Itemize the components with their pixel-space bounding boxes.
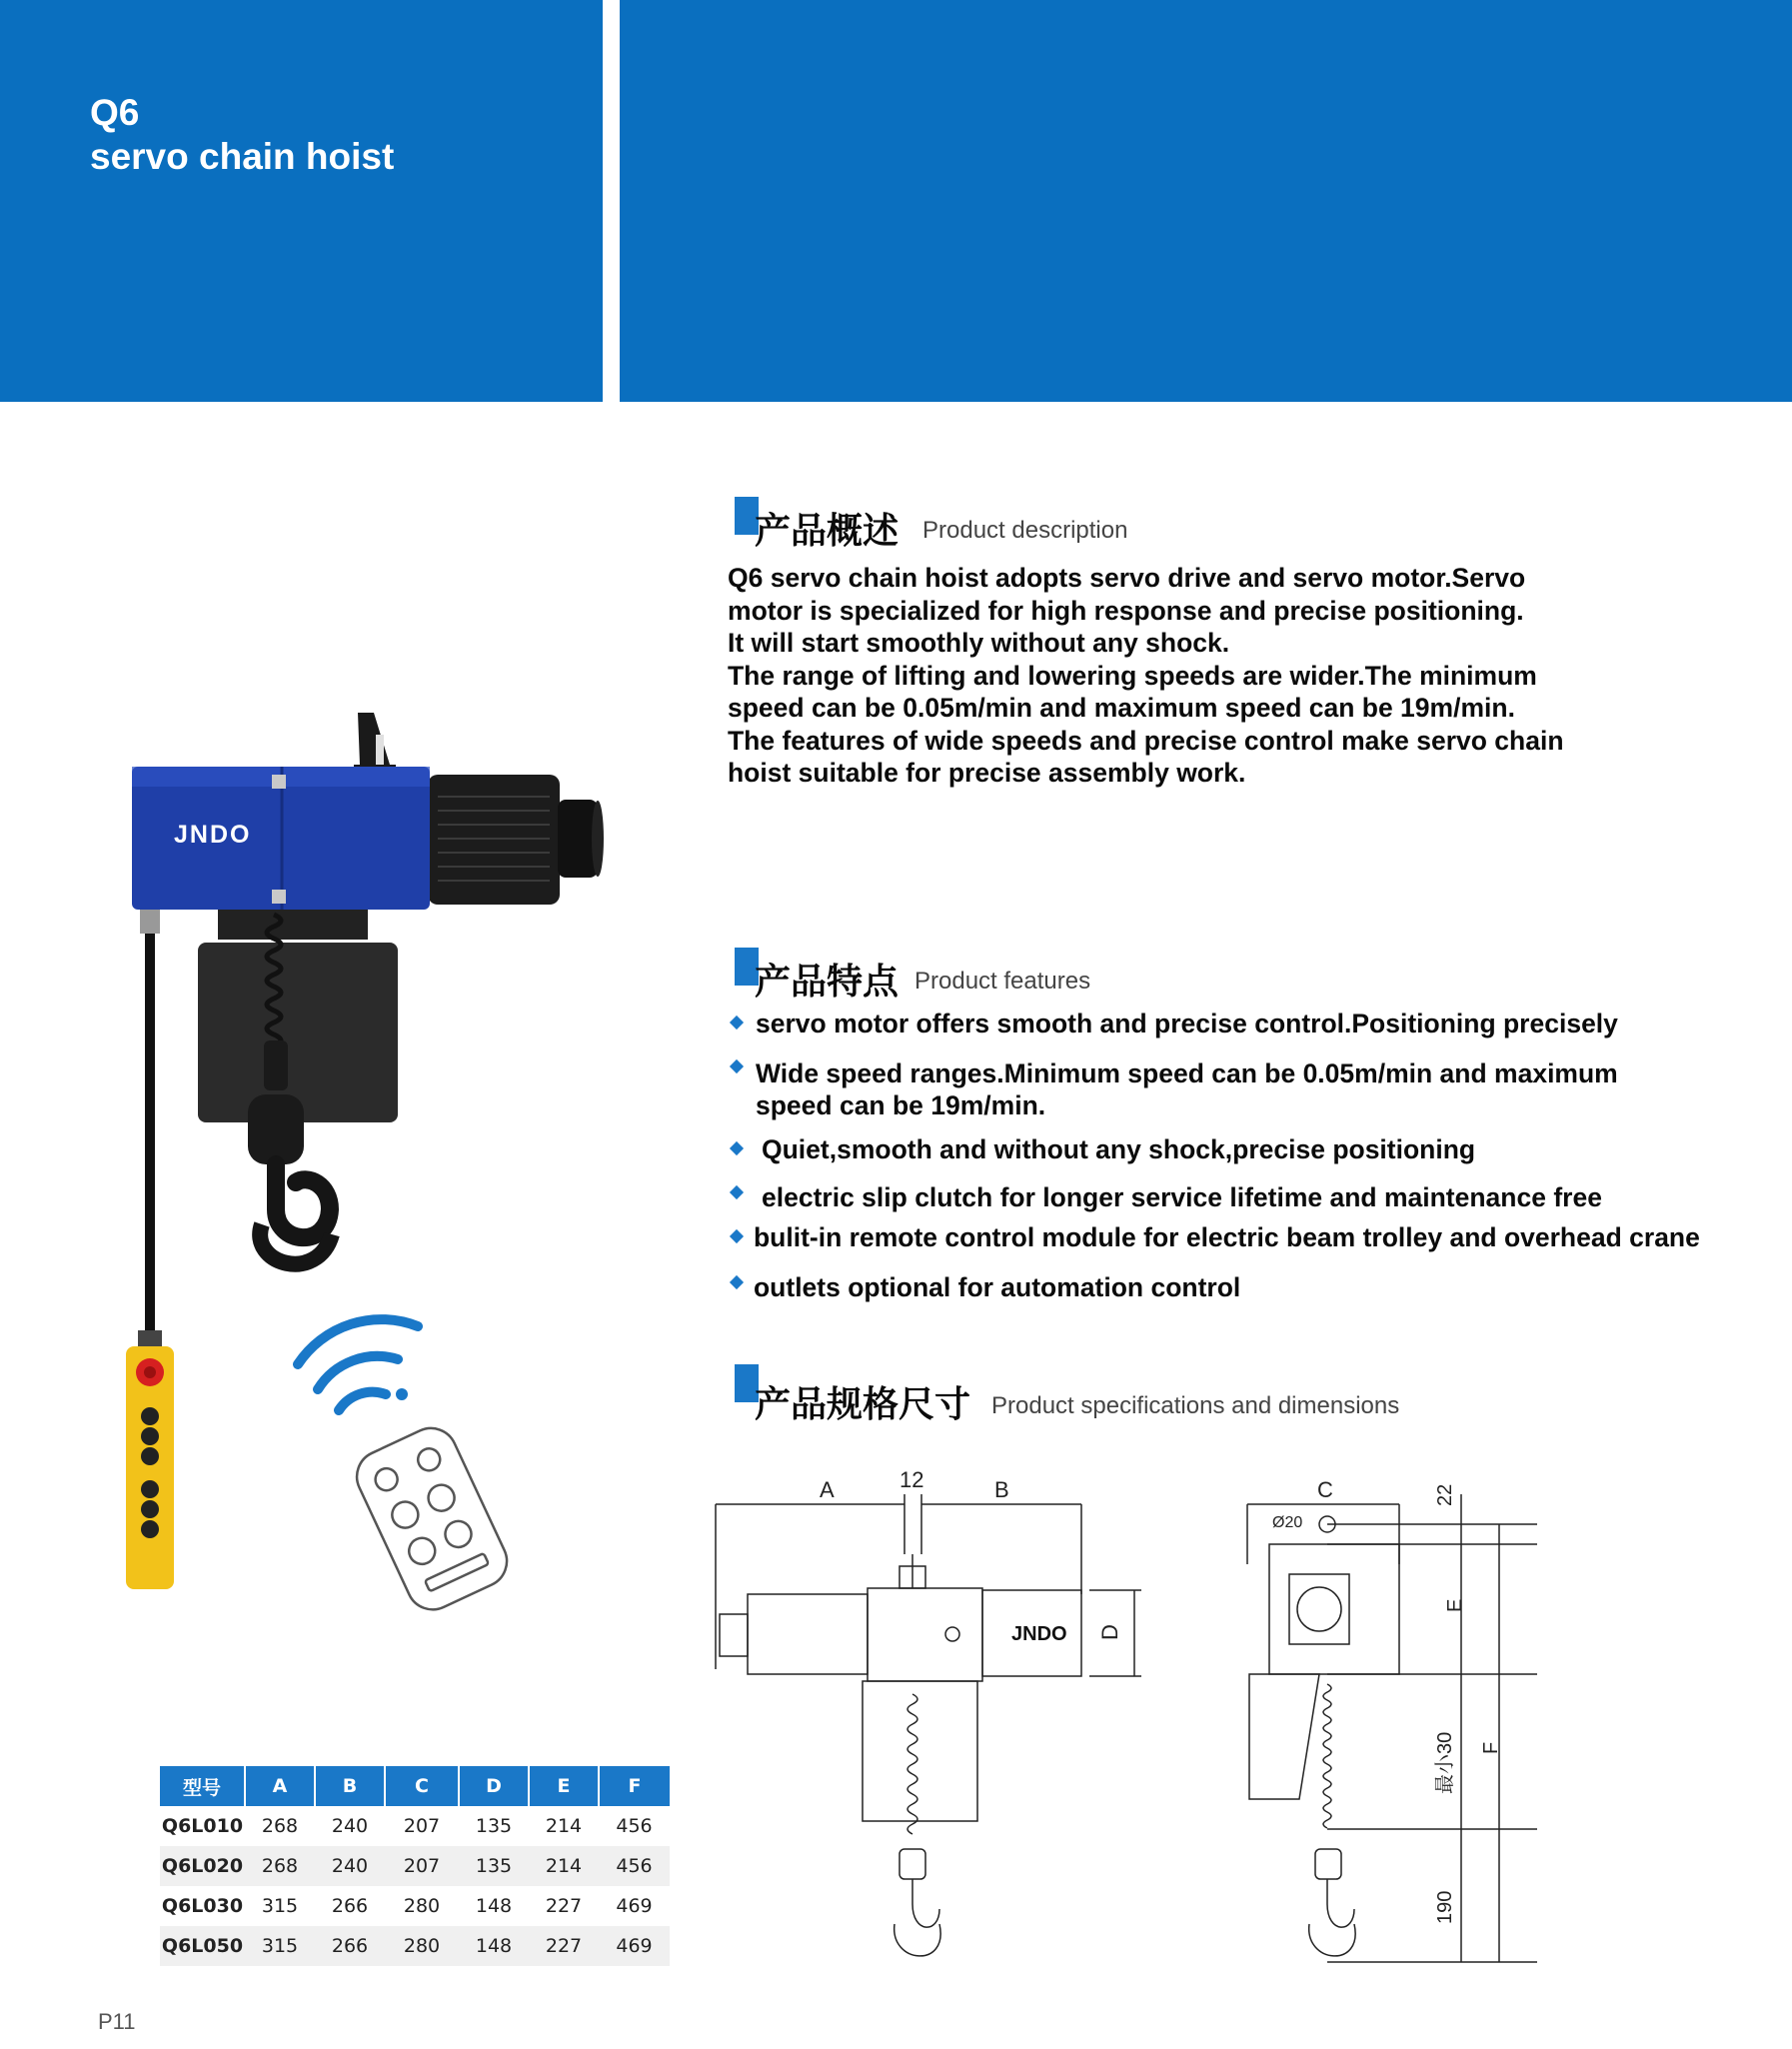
table-cell: 280: [403, 1895, 441, 1917]
dim-label-a: A: [820, 1477, 835, 1502]
table-cell: 148: [459, 1926, 529, 1966]
table-cell: 469: [599, 1926, 670, 1966]
product-model: Q6: [90, 92, 140, 133]
table-row: [160, 1846, 670, 1886]
description-line: motor is specialized for high response and precise positioning.: [728, 595, 1524, 626]
product-name: servo chain hoist: [90, 136, 395, 177]
dim-label-d: D: [1097, 1624, 1122, 1640]
table-cell: Q6L010: [161, 1815, 244, 1837]
table-cell: 227: [529, 1926, 599, 1966]
column-header: E: [529, 1766, 599, 1806]
remote-control-icon: [349, 1419, 516, 1617]
table-cell: 135: [459, 1846, 529, 1886]
table-cell: Q6L020: [160, 1846, 245, 1886]
table-cell: 135: [475, 1815, 513, 1837]
hoist-product-image: [118, 705, 638, 1624]
table-cell: 240: [331, 1815, 369, 1837]
table-cell: 214: [529, 1846, 599, 1886]
table-cell: Q6L030: [161, 1895, 244, 1917]
dim-label-190: 190: [1434, 1890, 1456, 1924]
dim-label-b: B: [994, 1477, 1009, 1502]
column-header: B: [315, 1766, 385, 1806]
description-line: speed can be 0.05m/min and maximum speed can be 19m/min.: [728, 693, 1515, 723]
table-cell: 148: [475, 1895, 513, 1917]
column-header: F: [599, 1766, 670, 1806]
table-row: [160, 1926, 670, 1966]
table-cell: 227: [545, 1895, 583, 1917]
dim-label-phi20: Ø20: [1272, 1514, 1303, 1531]
features-title-cn: 产品特点: [755, 962, 899, 1003]
dim-label-c: C: [1317, 1477, 1333, 1502]
dim-label-e: E: [1444, 1598, 1466, 1612]
wifi-signal-icon: [298, 1319, 418, 1410]
table-cell: 207: [385, 1846, 459, 1886]
bullet-icon: [730, 1185, 744, 1199]
description-text: [728, 562, 1627, 790]
column-header: A: [245, 1766, 315, 1806]
table-cell: 266: [331, 1895, 369, 1917]
bullet-icon: [730, 1229, 744, 1243]
header-panel-right: [620, 0, 1792, 402]
description-title-en: Product description: [922, 517, 1128, 544]
specs-title-cn: 产品规格尺寸: [755, 1384, 971, 1425]
dim-label-f: F: [1480, 1741, 1502, 1754]
drawing-brand: JNDO: [1011, 1623, 1067, 1645]
header-panel-left: [0, 0, 603, 402]
table-row: [160, 1806, 670, 1846]
description-line: The features of wide speeds and precise control make servo chain: [728, 725, 1564, 756]
table-cell: 266: [315, 1926, 385, 1966]
table-cell: 268: [245, 1846, 315, 1886]
brand-logo: JNDO: [174, 821, 252, 849]
bullet-icon: [730, 1141, 744, 1155]
table-cell: 456: [599, 1846, 670, 1886]
page-number: P11: [98, 2009, 136, 2034]
description-line: Q6 servo chain hoist adopts servo drive and servo motor.Servo: [728, 563, 1526, 593]
table-cell: 240: [315, 1846, 385, 1886]
column-header: 型号: [160, 1766, 245, 1806]
table-row: [160, 1886, 670, 1926]
table-cell: 315: [261, 1895, 299, 1917]
spec-table: [160, 1766, 670, 1966]
table-cell: 315: [245, 1926, 315, 1966]
table-cell: 214: [545, 1815, 583, 1837]
table-cell: 268: [261, 1815, 299, 1837]
dim-label-min30: 最小30: [1434, 1731, 1456, 1794]
features-title-en: Product features: [914, 968, 1091, 995]
table-cell: 456: [616, 1815, 653, 1837]
dimension-drawing: [700, 1464, 1559, 1984]
description-line: hoist suitable for precise assembly work.: [728, 758, 1246, 788]
dim-label-12: 12: [899, 1467, 924, 1492]
bullet-icon: [730, 1059, 744, 1073]
column-header: C: [385, 1766, 459, 1806]
table-cell: Q6L050: [160, 1926, 245, 1966]
table-cell: 469: [616, 1895, 653, 1917]
column-header: D: [459, 1766, 529, 1806]
description-title-cn: 产品概述: [755, 511, 899, 552]
bullet-icon: [730, 1016, 744, 1029]
description-line: The range of lifting and lowering speeds are wider.The minimum: [728, 660, 1537, 691]
table-cell: 280: [385, 1926, 459, 1966]
specs-title-en: Product specifications and dimensions: [991, 1392, 1400, 1419]
bullet-icon: [730, 1275, 744, 1289]
description-line: It will start smoothly without any shock.: [728, 628, 1230, 658]
dim-label-22: 22: [1434, 1483, 1456, 1506]
table-header-row: [160, 1766, 670, 1806]
pendant-controller-icon: [126, 1330, 174, 1589]
table-cell: 207: [403, 1815, 441, 1837]
